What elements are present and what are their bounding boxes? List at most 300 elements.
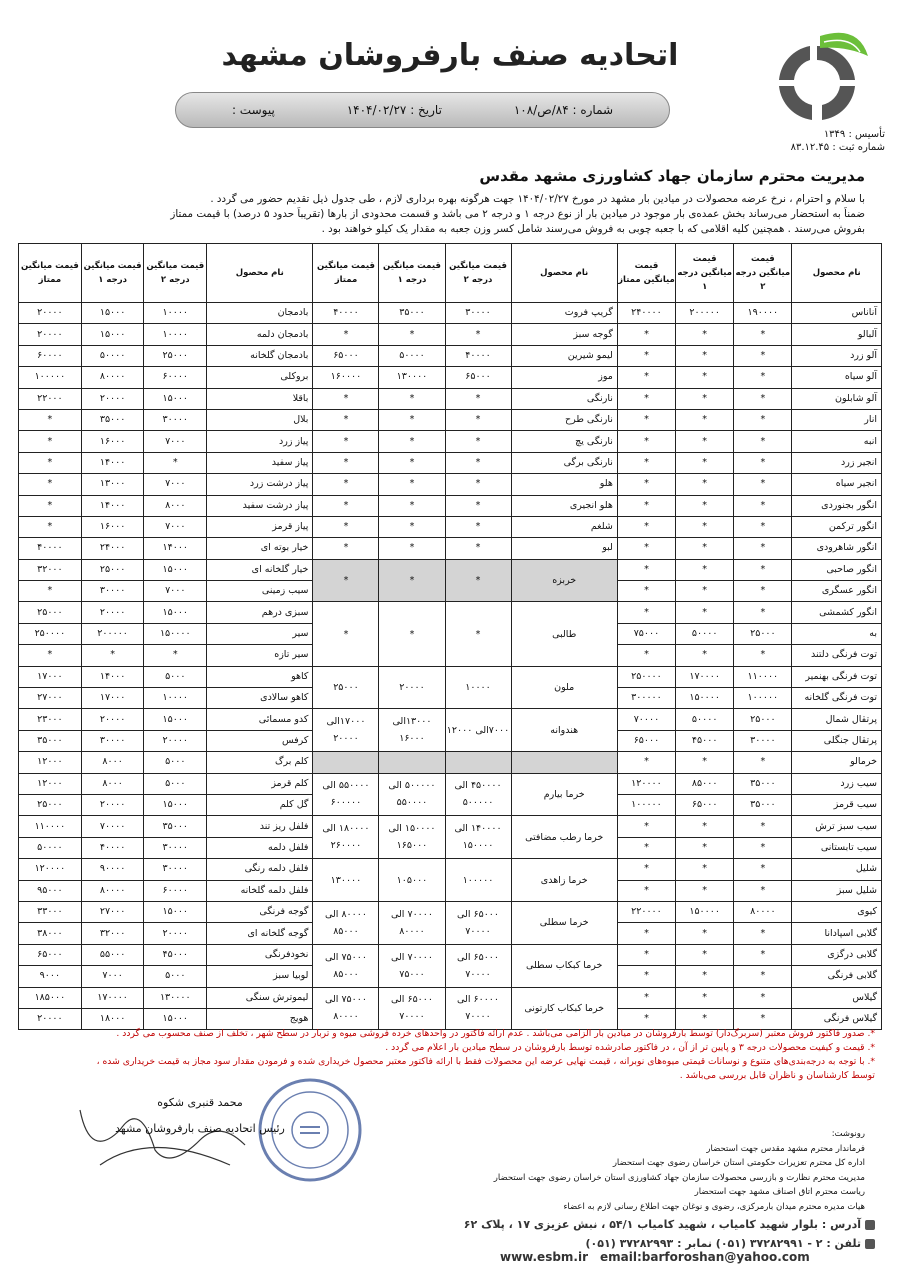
price-cell: ۲۷۰۰۰ [81, 901, 144, 922]
price-cell: ۱۴۰۰۰ [144, 538, 207, 559]
price-cell: * [617, 752, 675, 773]
product-name: بروکلی [207, 367, 313, 388]
product-name: انگور کشمشی [792, 602, 882, 623]
price-cell: ۵۰۰۰ [144, 752, 207, 773]
product-name: گل کلم [207, 794, 313, 815]
product-name: فلفل دلمه گلخانه [207, 880, 313, 901]
price-cell: ۵۰۰۰۰ [81, 345, 144, 366]
column-header: نام محصول [207, 244, 313, 303]
price-cell: ۴۰۰۰۰ [81, 837, 144, 858]
product-name: فلفل دلمه [207, 837, 313, 858]
product-name: گیلاس [792, 987, 882, 1008]
price-cell: ۲۰۰۰۰۰ [676, 303, 734, 324]
price-cell: * [676, 474, 734, 495]
price-cell: ۸۰۰۰۰ [81, 367, 144, 388]
price-cell: * [617, 581, 675, 602]
column-header: قیمت میانگین درجه ۱ [81, 244, 144, 303]
price-cell: * [676, 859, 734, 880]
table-row [19, 474, 882, 495]
price-cell: * [617, 816, 675, 837]
product-name: گلابی اسپادانا [792, 923, 882, 944]
price-cell: ۸۰۰۰ [81, 752, 144, 773]
price-cell: * [313, 538, 379, 559]
price-cell: ۶۵۰۰۰ [445, 367, 511, 388]
product-name: پیاز درشت زرد [207, 474, 313, 495]
price-cell: ۱۰۵۰۰۰ [379, 859, 445, 902]
price-cell: * [445, 452, 511, 473]
product-name: کرفس [207, 730, 313, 751]
price-cell: ۱۳۰۰۰۰ [313, 859, 379, 902]
price-cell: ۶۵۰۰۰ [676, 794, 734, 815]
price-cell: ۳۲۰۰۰ [19, 559, 82, 580]
product-name: آلبالو [792, 324, 882, 345]
price-cell: ۱۳۰۰۰ [81, 474, 144, 495]
price-cell: ۶۵۰۰۰ الی ۷۰۰۰۰ [379, 987, 445, 1030]
product-name: خرما کبکاب سطلی [511, 944, 617, 987]
price-cell: ۳۰۰۰۰۰ [617, 688, 675, 709]
price-cell: * [617, 495, 675, 516]
product-name: توت فرنگی گلخانه [792, 688, 882, 709]
price-cell: ۵۵۰۰۰۰ الی ۶۰۰۰۰۰ [313, 773, 379, 816]
price-cell: * [734, 495, 792, 516]
product-name: نارنگی یچ [511, 431, 617, 452]
price-cell: ۶۰۰۰۰ [19, 345, 82, 366]
price-cell: ۳۰۰۰۰ [144, 859, 207, 880]
price-cell: ۱۵۰۰۰ [144, 559, 207, 580]
product-name: گریپ فروت [511, 303, 617, 324]
price-cell: * [617, 944, 675, 965]
price-cell: ۱۵۰۰۰ [81, 303, 144, 324]
price-cell: ۱۵۰۰۰ [81, 324, 144, 345]
product-name: شلیل سبز [792, 880, 882, 901]
product-name: پیاز درشت سفید [207, 495, 313, 516]
price-cell: ۵۰۰۰۰ [379, 345, 445, 366]
price-cell: * [734, 944, 792, 965]
price-cell: * [445, 474, 511, 495]
address: آدرس : بلوار شهید کامیاب ، شهید کامیاب ۵۴/۱ ، نبش عزیزی ۱۷ ، پلاک ۶۲ [463, 1218, 861, 1231]
price-cell: * [313, 409, 379, 430]
price-cell: * [734, 367, 792, 388]
cc-item: مدیریت محترم نظارت و بازرسی محصولات سازمان جهاد کشاورزی استان خراسان رضوی جهت استحضار [493, 1172, 865, 1183]
price-cell: * [734, 388, 792, 409]
product-name: لیمو شیرین [511, 345, 617, 366]
price-cell: ۶۵۰۰۰ [617, 730, 675, 751]
price-cell: * [81, 645, 144, 666]
product-name: بادمجان گلخانه [207, 345, 313, 366]
price-cell: ۴۵۰۰۰ [676, 730, 734, 751]
table-row [19, 602, 882, 623]
price-cell: * [734, 581, 792, 602]
price-cell: ۸۰۰۰ [144, 495, 207, 516]
price-cell: ۲۰۰۰۰۰ [81, 623, 144, 644]
table-row [19, 409, 882, 430]
price-cell: * [445, 559, 511, 602]
column-header: قیمت میانگین درجه ۲ [445, 244, 511, 303]
price-cell: ۱۲۰۰۰ [19, 752, 82, 773]
table-header-row [19, 244, 882, 303]
product-name: سبزی درهم [207, 602, 313, 623]
product-name: آلو شابلون [792, 388, 882, 409]
price-cell: * [734, 474, 792, 495]
email[interactable]: email:barforoshan@yahoo.com [600, 1250, 810, 1264]
price-cell: * [734, 559, 792, 580]
table-row [19, 452, 882, 473]
price-cell: ۷۰۰۰ [144, 516, 207, 537]
price-cell: * [734, 923, 792, 944]
column-header: نام محصول [511, 244, 617, 303]
price-cell: ۳۸۰۰۰ [19, 923, 82, 944]
price-cell: ۲۵۰۰۰ [81, 559, 144, 580]
price-cell: ۲۴۰۰۰ [81, 538, 144, 559]
price-cell: ۱۷۰۰۰ [81, 688, 144, 709]
table-row [19, 709, 882, 730]
product-name: به [792, 623, 882, 644]
price-cell: * [676, 923, 734, 944]
product-name: بادمجان [207, 303, 313, 324]
product-name: کدو مسمائی [207, 709, 313, 730]
product-name: بادمجان دلمه [207, 324, 313, 345]
product-name: پرتقال شمال [792, 709, 882, 730]
price-cell: * [734, 431, 792, 452]
union-logo [760, 28, 875, 133]
price-cell: ۲۰۰۰۰ [379, 666, 445, 709]
price-cell: * [734, 837, 792, 858]
price-cell: * [19, 431, 82, 452]
price-cell: * [19, 581, 82, 602]
price-cell: * [734, 1008, 792, 1029]
price-cell: ۲۵۰۰۰۰ [617, 666, 675, 687]
price-cell: * [313, 516, 379, 537]
price-cell: ۵۰۰۰۰ [19, 837, 82, 858]
price-cell: * [676, 816, 734, 837]
product-name: لوبیا سبز [207, 966, 313, 987]
product-name: آلو سیاه [792, 367, 882, 388]
product-name: خرمالو [792, 752, 882, 773]
price-cell: * [676, 324, 734, 345]
price-cell: ۷۰۰۰الی ۱۲۰۰۰ [445, 709, 511, 752]
price-cell: ۵۵۰۰۰ [81, 944, 144, 965]
price-cell: * [734, 859, 792, 880]
price-cell: ۷۰۰۰ [144, 431, 207, 452]
price-cell: ۲۰۰۰۰ [144, 923, 207, 944]
price-cell: ۷۵۰۰۰ الی ۸۰۰۰۰ [313, 987, 379, 1030]
price-cell: ۱۵۰۰۰ [144, 901, 207, 922]
price-cell: ۲۵۰۰۰۰ [19, 623, 82, 644]
price-cell: * [676, 538, 734, 559]
price-cell: ۱۳۰۰۰۰ [379, 367, 445, 388]
price-cell: ۶۰۰۰۰ [144, 367, 207, 388]
price-cell: ۱۵۰۰۰ [144, 1008, 207, 1029]
price-cell: ۸۰۰۰۰ [734, 901, 792, 922]
price-cell: ۷۰۰۰ [144, 581, 207, 602]
price-cell: ۸۰۰۰۰ [81, 880, 144, 901]
price-cell: ۶۵۰۰۰ [19, 944, 82, 965]
price-cell: * [617, 923, 675, 944]
product-name: سیر تازه [207, 645, 313, 666]
price-cell: ۲۲۰۰۰۰ [617, 901, 675, 922]
price-cell: ۲۰۰۰۰ [81, 388, 144, 409]
price-cell: ۵۰۰۰۰ [676, 709, 734, 730]
price-cell: * [19, 645, 82, 666]
price-cell: * [144, 645, 207, 666]
cc-item: اداره کل محترم تعزیرات حکومتی استان خراسان رضوی جهت استحضار [612, 1158, 865, 1168]
product-name: فلفل دلمه رنگی [207, 859, 313, 880]
price-cell: * [734, 452, 792, 473]
price-cell: * [617, 602, 675, 623]
price-cell: * [676, 1008, 734, 1029]
price-cell: ۲۵۰۰۰ [313, 666, 379, 709]
number-label: شماره : [572, 103, 614, 117]
column-header: قیمت میانگین درجه ۲ [734, 244, 792, 303]
price-cell: * [676, 516, 734, 537]
price-cell: ۳۰۰۰۰ [144, 409, 207, 430]
table-row [19, 987, 882, 1008]
price-cell: * [676, 559, 734, 580]
product-name: انگور ترکمن [792, 516, 882, 537]
product-name: توت فرنگی دلتند [792, 645, 882, 666]
column-header: نام محصول [792, 244, 882, 303]
price-cell: * [379, 474, 445, 495]
product-name: انار [792, 409, 882, 430]
product-name: بلال [207, 409, 313, 430]
product-name: پیاز قرمز [207, 516, 313, 537]
note: توسط کارشناسان و ناظران قابل بررسی می‌باشد . [679, 1070, 875, 1081]
cc-item: فرماندار محترم مشهد مقدس جهت استحضار [706, 1143, 865, 1154]
product-name: گوجه گلخانه ای [207, 923, 313, 944]
price-cell: * [734, 602, 792, 623]
price-cell: * [734, 816, 792, 837]
price-cell: ۴۵۰۰۰ [144, 944, 207, 965]
product-name: طالبی [511, 602, 617, 666]
price-cell: ۵۰۰۰ [144, 773, 207, 794]
price-cell: * [617, 559, 675, 580]
price-cell: * [676, 409, 734, 430]
price-cell: * [445, 495, 511, 516]
product-name: خرما زاهدی [511, 859, 617, 902]
price-cell: ۱۴۰۰۰ [81, 452, 144, 473]
product-name: کاهو سالادی [207, 688, 313, 709]
price-cell: * [676, 431, 734, 452]
price-cell: ۱۲۰۰۰۰ [617, 773, 675, 794]
price-cell: ۵۰۰۰۰ [676, 623, 734, 644]
price-cell: ۲۰۰۰۰ [81, 794, 144, 815]
price-cell: * [379, 431, 445, 452]
price-cell: * [734, 752, 792, 773]
price-cell: * [734, 516, 792, 537]
price-cell: ۲۰۰۰۰ [19, 324, 82, 345]
price-cell: * [734, 538, 792, 559]
product-name: پیاز سفید [207, 452, 313, 473]
table-row [19, 773, 882, 794]
price-cell: * [617, 474, 675, 495]
price-cell: ۶۵۰۰۰ الی ۷۰۰۰۰ [445, 901, 511, 944]
price-cell: * [676, 752, 734, 773]
product-name: باقلا [207, 388, 313, 409]
product-name: گلابی درگزی [792, 944, 882, 965]
product-name: خرما سطلی [511, 901, 617, 944]
price-cell: * [379, 516, 445, 537]
table-row [19, 816, 882, 837]
price-cell: ۲۰۰۰۰ [81, 709, 144, 730]
price-cell: * [676, 581, 734, 602]
price-cell: ۱۵۰۰۰ [144, 794, 207, 815]
table-row [19, 367, 882, 388]
column-header: قیمت میانگین ممتاز [19, 244, 82, 303]
price-cell: * [617, 859, 675, 880]
price-cell: * [313, 474, 379, 495]
date-value: ۱۴۰۴/۰۲/۲۷ [346, 103, 407, 117]
price-cell: * [379, 559, 445, 602]
product-name: سیب زمینی [207, 581, 313, 602]
price-cell: * [617, 388, 675, 409]
price-cell: * [617, 452, 675, 473]
price-cell: * [734, 324, 792, 345]
product-name: گلابی فرنگی [792, 966, 882, 987]
price-cell: * [617, 367, 675, 388]
price-cell: * [617, 431, 675, 452]
price-cell: ۲۰۰۰۰ [19, 303, 82, 324]
price-cell: * [313, 495, 379, 516]
price-cell: ۱۳۰۰۰الی ۱۶۰۰۰ [379, 709, 445, 752]
table-row [19, 859, 882, 880]
price-cell: * [676, 388, 734, 409]
footer [463, 1215, 875, 1253]
price-cell: * [379, 495, 445, 516]
product-name: سیب قرمز [792, 794, 882, 815]
price-cell: * [676, 495, 734, 516]
table-row [19, 516, 882, 537]
table-row [19, 538, 882, 559]
column-header: قیمت میانگین درجه ۱ [379, 244, 445, 303]
price-cell: * [313, 602, 379, 666]
product-name: شلغم [511, 516, 617, 537]
product-name: گوجه فرنگی [207, 901, 313, 922]
price-cell: ۴۰۰۰۰ [19, 538, 82, 559]
price-cell: ۱۹۰۰۰۰ [734, 303, 792, 324]
price-cell: ۴۵۰۰۰۰ الی ۵۰۰۰۰۰ [445, 773, 511, 816]
product-name: انگور عسگری [792, 581, 882, 602]
price-cell: * [676, 966, 734, 987]
price-cell: * [313, 388, 379, 409]
product-name: انبه [792, 431, 882, 452]
price-cell: ۳۲۰۰۰ [81, 923, 144, 944]
product-name: گیلاس فرنگی [792, 1008, 882, 1029]
price-cell: * [19, 495, 82, 516]
price-cell: ۱۵۰۰۰۰ [144, 623, 207, 644]
product-name: گوجه سبز [511, 324, 617, 345]
product-name: کاهو [207, 666, 313, 687]
price-cell: ۲۳۰۰۰ [19, 709, 82, 730]
price-cell: ۳۰۰۰۰ [81, 581, 144, 602]
price-cell: * [617, 837, 675, 858]
price-cell: * [676, 345, 734, 366]
price-cell: * [445, 388, 511, 409]
price-cell: ۱۲۰۰۰۰ [19, 859, 82, 880]
price-cell: * [379, 324, 445, 345]
price-cell: ۱۵۰۰۰۰ الی ۱۶۵۰۰۰ [379, 816, 445, 859]
product-name: خیار بوته ای [207, 538, 313, 559]
product-name: ملون [511, 666, 617, 709]
price-cell: ۳۰۰۰۰ [445, 303, 511, 324]
cc-item: هیات مدیره محترم میدان بارمرکزی، رضوی و نوغان جهت اطلاع رسانی لازم به اعضاء [563, 1201, 865, 1212]
price-cell: ۴۰۰۰۰ [313, 303, 379, 324]
product-name: نخودفرنگی [207, 944, 313, 965]
product-name: سیب سبز ترش [792, 816, 882, 837]
intro-text [25, 192, 865, 237]
price-cell: ۳۵۰۰۰ [379, 303, 445, 324]
table-row [19, 324, 882, 345]
price-cell: ۱۶۰۰۰ [81, 516, 144, 537]
phone: تلفن : ۲ - ۳۷۲۸۲۹۹۱ (۰۵۱) نمابر : ۳۷۲۸۲۹۹۳ (۰۵۱) [585, 1237, 861, 1250]
product-name: پیاز زرد [207, 431, 313, 452]
reference-bar [175, 92, 670, 128]
price-cell: * [313, 431, 379, 452]
price-cell: ۹۵۰۰۰ [19, 880, 82, 901]
price-cell: ۲۵۰۰۰ [144, 345, 207, 366]
established-date: تأسیس : ۱۳۴۹ [823, 129, 885, 140]
cc-item: ریاست محترم اتاق اصناف مشهد جهت استحضار [694, 1187, 865, 1197]
website[interactable]: www.esbm.ir [500, 1250, 589, 1264]
table-row [19, 666, 882, 687]
table-row [19, 495, 882, 516]
date-field [347, 103, 442, 117]
price-cell: * [617, 987, 675, 1008]
registration-number: شماره ثبت : ۸۳.۱۲.۴۵ [790, 142, 885, 153]
price-cell: ۳۵۰۰۰ [19, 730, 82, 751]
price-cell: * [379, 452, 445, 473]
price-cell: * [734, 880, 792, 901]
price-cell: ۷۰۰۰۰ الی ۷۵۰۰۰ [379, 944, 445, 987]
price-cell: ۵۰۰۰ [144, 966, 207, 987]
price-cell: ۶۰۰۰۰ الی ۷۰۰۰۰ [445, 987, 511, 1030]
price-cell: ۱۷۰۰۰۰ [676, 666, 734, 687]
product-name: آناناس [792, 303, 882, 324]
column-header: قیمت میانگین ممتاز [617, 244, 675, 303]
location-icon [865, 1220, 875, 1230]
product-name: هندوانه [511, 709, 617, 752]
price-cell: * [676, 837, 734, 858]
price-cell: ۳۵۰۰۰ [81, 409, 144, 430]
price-cell: ۷۰۰۰۰ الی ۸۰۰۰۰ [379, 901, 445, 944]
product-name: انجیر سیاه [792, 474, 882, 495]
price-cell: * [617, 324, 675, 345]
product-name: انگور بجنوردی [792, 495, 882, 516]
date-label: تاریخ : [410, 103, 442, 117]
price-cell: ۱۰۰۰۰ [144, 324, 207, 345]
price-cell: * [313, 452, 379, 473]
product-name: کلم قرمز [207, 773, 313, 794]
price-cell: ۱۴۰۰۰۰ الی ۱۵۰۰۰۰ [445, 816, 511, 859]
price-cell: ۱۰۰۰۰ [144, 688, 207, 709]
price-cell: ۳۵۰۰۰ [734, 794, 792, 815]
intro-line: ضمناً به استحضار می‌رساند بخش عمده‌ی بار موجود در میادین بار از نوع درجه ۱ و درجه ۲ می باشد و قسمت محدودی از بارها (تقریباً حدود ۵ درصد) با قیمت ممتاز [170, 208, 865, 220]
address-line [463, 1215, 875, 1234]
intro-line: با سلام و احترام ، نرخ عرضه محصولات در میادین بار مشهد در مورخ ۱۴۰۴/۰۲/۲۷ جهت هرگونه بهره برداری لازم ، طی جدول ذیل تقدیم حضور می گردد . [210, 193, 865, 205]
price-cell: ۱۴۰۰۰ [81, 495, 144, 516]
price-cell: * [379, 602, 445, 666]
price-cell: ۱۰۰۰۰ [445, 666, 511, 709]
price-cell: ۱۰۰۰۰۰ [734, 688, 792, 709]
price-cell: * [19, 474, 82, 495]
price-cell: ۱۸۰۰۰ [81, 1008, 144, 1029]
price-cell: * [313, 324, 379, 345]
product-name: پرتقال جنگلی [792, 730, 882, 751]
phone-icon [865, 1239, 875, 1249]
price-cell: ۱۴۰۰۰ [81, 666, 144, 687]
price-cell: * [19, 452, 82, 473]
price-cell: * [676, 602, 734, 623]
price-cell: * [617, 1008, 675, 1029]
